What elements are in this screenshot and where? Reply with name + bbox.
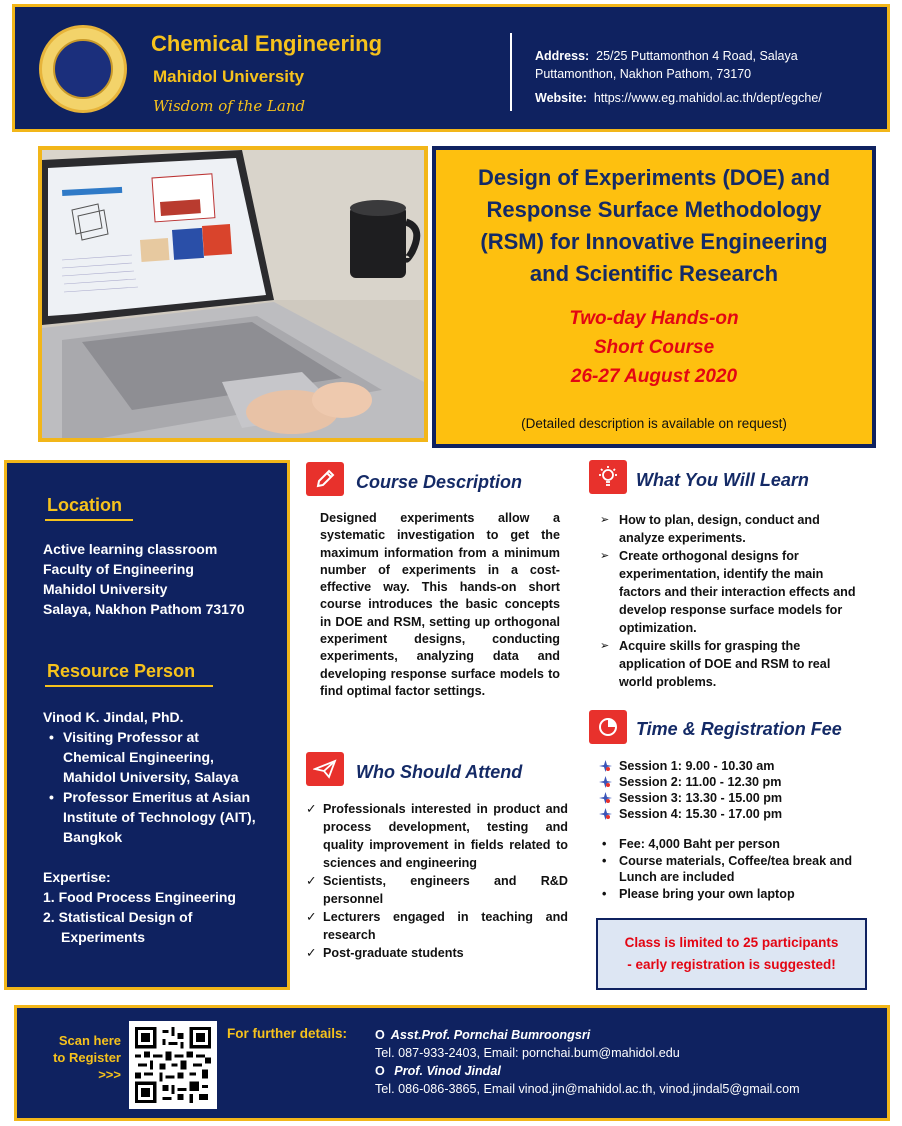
session-item: Session 1: 9.00 - 10.30 am: [598, 758, 860, 774]
address-line-2: Puttamonthon, Nakhon Pathom, 73170: [535, 67, 752, 81]
session-item: Session 2: 11.00 - 12.30 pm: [598, 774, 860, 790]
laptop-photo: [38, 146, 428, 442]
course-title-line-2: Response Surface Methodology: [486, 197, 822, 222]
course-title-line-3: (RSM) for Innovative Engineering: [480, 229, 828, 254]
attend-list: [306, 800, 568, 962]
paper-plane-icon: [306, 752, 344, 786]
role-2-line-3: Bangkok: [63, 829, 123, 845]
star-bullet-icon: [599, 792, 612, 804]
expertise-2-line-1: 2. Statistical Design of: [43, 909, 193, 925]
resource-name: Vinod K. Jindal, PhD.: [43, 709, 184, 725]
university-seal-icon: [39, 25, 127, 113]
session-item: Session 4: 15.30 - 17.00 pm: [598, 806, 860, 822]
fee-item: • Fee: 4,000 Baht per person: [602, 837, 780, 851]
address-label: Address: [535, 49, 586, 63]
star-bullet-icon: [599, 760, 612, 772]
learn-list: [600, 511, 862, 691]
location-line-4: Salaya, Nakhon Pathom 73170: [43, 601, 245, 617]
role-2-line-2: Institute of Technology (AIT),: [63, 809, 256, 825]
location-address: [43, 539, 245, 619]
course-format: [436, 304, 872, 391]
course-dates: 26-27 August 2020: [570, 366, 738, 387]
learn-heading: What You Will Learn: [636, 470, 809, 490]
limit-line-2: - early registration is suggested!: [627, 957, 836, 972]
description-heading: Course Description: [356, 472, 523, 492]
contact-1-info: Tel. 087-933-2403, Email: pornchai.bum@mahidol.edu: [375, 1046, 680, 1060]
role-1-line-1: Visiting Professor at: [63, 729, 199, 745]
details-label: For further details:: [227, 1026, 348, 1041]
location-line-1: Active learning classroom: [43, 541, 218, 557]
description-text: Designed experiments allow a systematic investigation to get the maximum information from a minimum number of experiments in a cost-effective way. This hands-on short course introduces the basic concepts in DOE and RSM, setting up orthogonal experiment designs, conducting experiments, analyzing data and developing response surface models to find optimal factor settings.: [320, 511, 560, 698]
course-format-line-2: Short Course: [593, 337, 715, 358]
course-title-box: [432, 146, 876, 448]
role-1-line-2: Chemical Engineering,: [63, 749, 214, 765]
scan-line-1: Scan here: [58, 1033, 121, 1048]
location-underline: [45, 519, 133, 521]
scan-line-2: to Register: [53, 1050, 121, 1065]
contact-2-info: Tel. 086-086-3865, Email vinod.jin@mahidol.ac.th, vinod.jindal5@gmail.com: [375, 1082, 800, 1096]
course-title-line-1: Design of Experiments (DOE) and: [477, 165, 831, 190]
header-divider: [510, 33, 512, 111]
university-motto: Wisdom of the Land: [153, 97, 306, 115]
session-list: [598, 758, 860, 822]
learn-item: ➢ How to plan, design, conduct and analyze experiments.: [600, 513, 820, 545]
contact-2-name: O Prof. Vinod Jindal: [375, 1064, 501, 1078]
resource-details: [43, 707, 283, 947]
contact-1-name: O Asst.Prof. Pornchai Bumroongsri: [375, 1028, 591, 1042]
attend-item: ✓ Scientists, engineers and R&D personnel: [306, 874, 568, 906]
attend-item: ✓ Professionals interested in product and process development, testing and quality improvement in fields related to sciences and engineering: [306, 802, 568, 870]
website-link[interactable]: https://www.eg.mahidol.ac.th/dept/egche/: [593, 91, 822, 105]
fee-item: • Course materials, Coffee/tea break and Lunch are included: [602, 853, 853, 884]
course-note: (Detailed description is available on request): [521, 416, 787, 431]
fee-item: • Please bring your own laptop: [602, 886, 795, 901]
resource-role-1: • Visiting Professor at Chemical Engineering, Mahidol University, Salaya: [43, 727, 283, 787]
course-title: [436, 162, 872, 290]
role-1-line-3: Mahidol University, Salaya: [63, 769, 239, 785]
attend-heading: Who Should Attend: [356, 762, 523, 782]
resource-underline: [45, 685, 213, 687]
website-label: Website: [535, 91, 583, 105]
contact-list: [375, 1026, 800, 1098]
department-title: Chemical Engineering: [151, 31, 383, 56]
learn-item: ➢ Acquire skills for grasping the application of DOE and RSM to real world problems.: [600, 639, 831, 689]
pencil-icon: [306, 462, 344, 496]
attend-item: ✓ Post-graduate students: [306, 946, 464, 960]
schedule-heading: Time & Registration Fee: [636, 719, 842, 739]
expertise-1: 1. Food Process Engineering: [43, 889, 236, 905]
fee-list: [600, 836, 862, 902]
left-panel: [4, 460, 290, 990]
header-banner: [12, 4, 890, 132]
role-2-line-1: Professor Emeritus at Asian: [63, 789, 250, 805]
footer-banner: [14, 1005, 890, 1121]
lightbulb-icon: [589, 460, 627, 494]
scan-line-3: >>>: [98, 1067, 121, 1082]
clock-icon: [589, 710, 627, 744]
scan-instruction: [37, 1032, 121, 1083]
location-heading: Location: [47, 495, 122, 515]
session-item: Session 3: 13.30 - 15.00 pm: [598, 790, 860, 806]
star-bullet-icon: [599, 808, 612, 820]
course-title-line-4: and Scientific Research: [529, 261, 779, 286]
learn-item: ➢ Create orthogonal designs for experimentation, identify the main factors and their interaction effects and develop response surface models for optimization.: [600, 549, 856, 635]
participant-limit-notice: [596, 918, 867, 990]
header-contact: Address: 25/25 Puttamonthon 4 Road, Salaya Puttamonthon, Nakhon Pathom, 73170 Website: https://www.eg.mahidol.ac.th/dept/egche/: [535, 49, 822, 105]
qr-code-icon[interactable]: [129, 1021, 217, 1109]
location-line-3: Mahidol University: [43, 581, 168, 597]
star-bullet-icon: [599, 776, 612, 788]
resource-role-2: • Professor Emeritus at Asian Institute of Technology (AIT), Bangkok: [43, 787, 283, 847]
limit-line-1: Class is limited to 25 participants: [624, 935, 839, 950]
attend-item: ✓ Lecturers engaged in teaching and research: [306, 910, 568, 942]
expertise-2-line-2: Experiments: [61, 929, 146, 945]
expertise-label: Expertise:: [43, 869, 111, 885]
university-name: Mahidol University: [153, 67, 305, 86]
course-format-line-1: Two-day Hands-on: [569, 308, 739, 329]
resource-heading: Resource Person: [47, 661, 196, 681]
location-line-2: Faculty of Engineering: [43, 561, 194, 577]
address-line-1: 25/25 Puttamonthon 4 Road, Salaya: [596, 49, 798, 63]
